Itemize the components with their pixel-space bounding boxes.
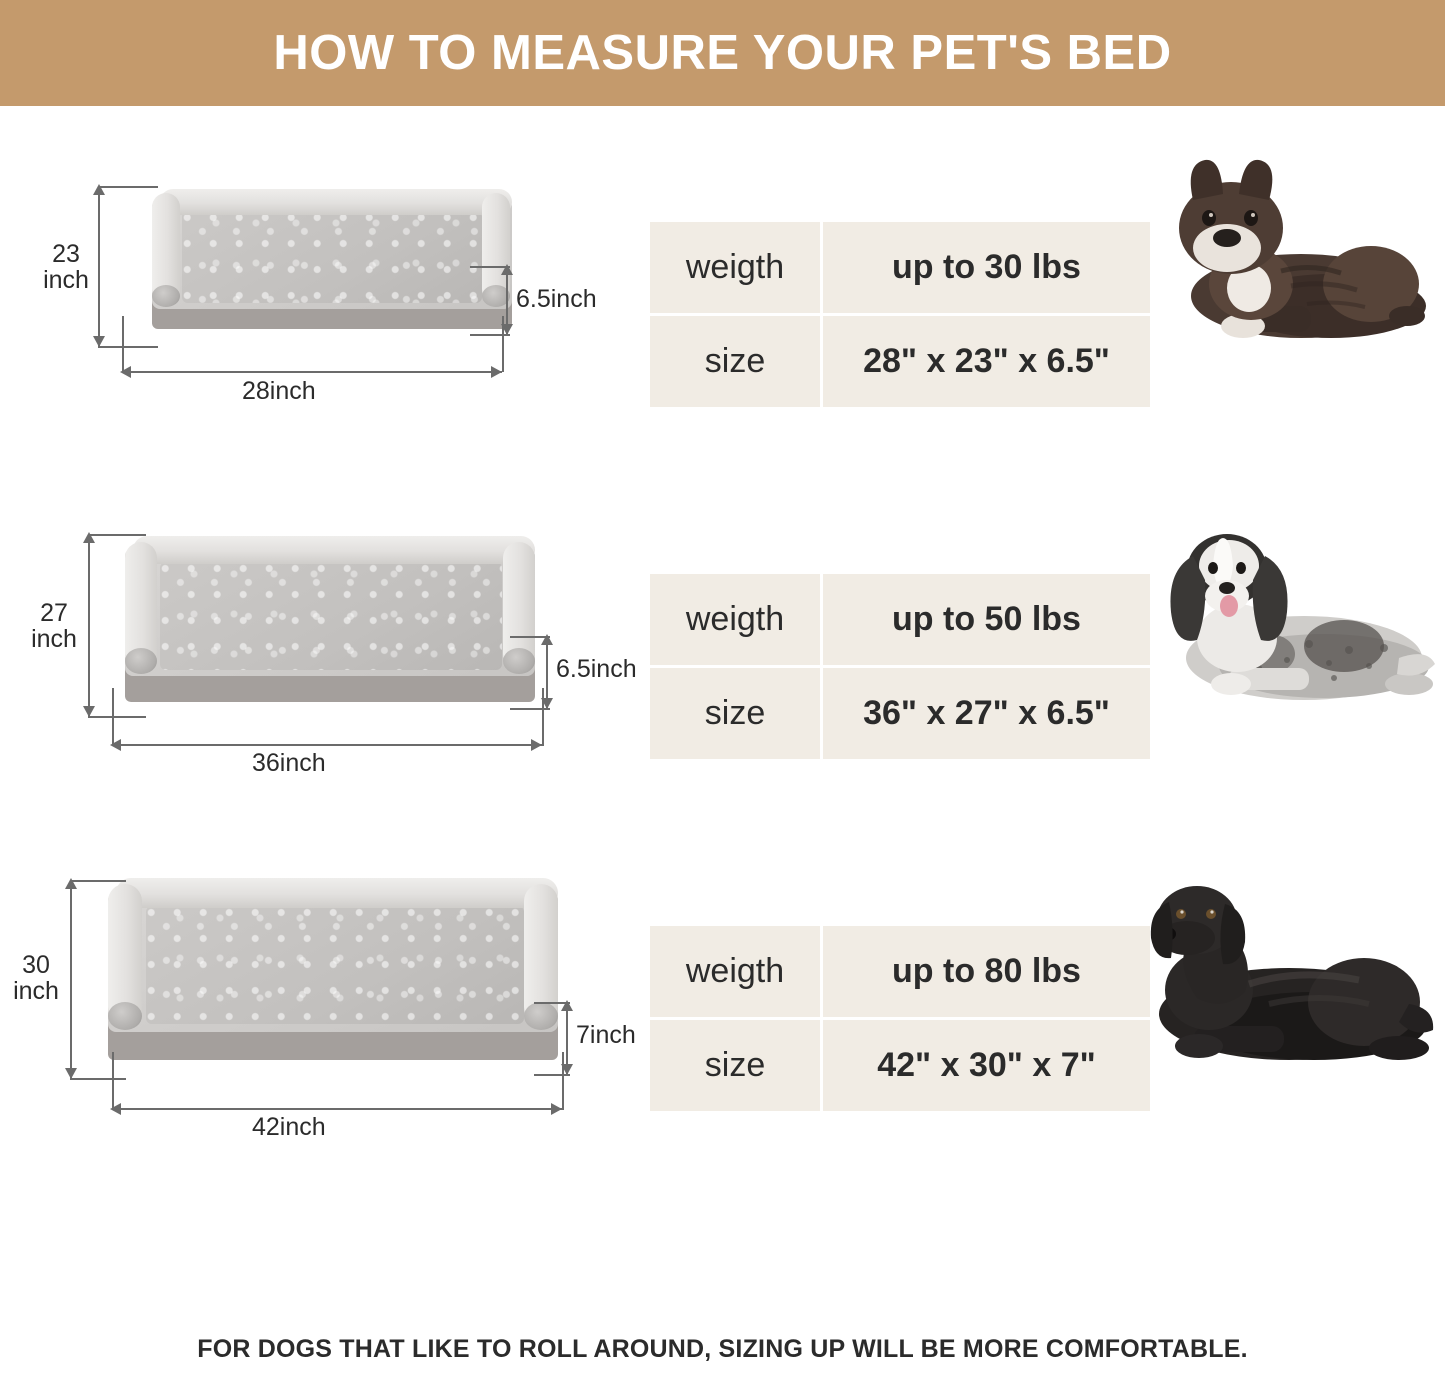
bed-mattress xyxy=(146,906,524,1024)
width-dimension-line xyxy=(122,371,502,373)
depth-dimension-line xyxy=(88,534,90,716)
spec-row-size xyxy=(650,316,1150,407)
depth-label-unit: inch xyxy=(31,625,77,654)
spec-key-weight: weigth xyxy=(650,222,820,313)
bed-bolster-cap-left xyxy=(108,1002,142,1030)
bed-illustration xyxy=(105,528,565,728)
spec-key-size: size xyxy=(650,316,820,407)
width-arrow-right xyxy=(531,739,542,751)
height-tick-top xyxy=(510,636,550,638)
spec-key-weight: weigth xyxy=(650,574,820,665)
spec-key-size: size xyxy=(650,668,820,759)
width-label: 42inch xyxy=(252,1113,326,1141)
depth-tick-bottom xyxy=(70,1078,126,1080)
bed-bolster-back xyxy=(133,536,535,564)
width-tick-right xyxy=(542,688,544,746)
spec-row-weight xyxy=(650,926,1150,1017)
width-arrow-right xyxy=(491,366,502,378)
spec-value-weight: up to 80 lbs xyxy=(823,926,1150,1017)
width-tick-left xyxy=(112,1052,114,1110)
spec-table-large xyxy=(650,926,1150,1114)
bed-diagram-medium xyxy=(0,508,640,828)
depth-label xyxy=(26,600,82,653)
width-label: 28inch xyxy=(242,377,316,405)
bed-bolster-back xyxy=(160,189,512,215)
bed-illustration xyxy=(120,181,520,361)
width-dimension-line xyxy=(112,1108,562,1110)
page-title: HOW TO MEASURE YOUR PET'S BED xyxy=(273,26,1172,80)
width-label: 36inch xyxy=(252,749,326,777)
height-label: 6.5inch xyxy=(556,655,637,683)
page-header xyxy=(0,0,1445,106)
spec-value-size: 36" x 27" x 6.5" xyxy=(823,668,1150,759)
bed-diagram-small xyxy=(0,156,640,476)
width-dimension-line xyxy=(112,744,542,746)
spec-row-size xyxy=(650,668,1150,759)
width-tick-left xyxy=(122,316,124,372)
depth-label-unit: inch xyxy=(13,977,59,1006)
height-tick-top xyxy=(470,266,510,268)
depth-tick-bottom xyxy=(98,346,158,348)
height-tick-bottom xyxy=(534,1074,570,1076)
spec-row-weight xyxy=(650,574,1150,665)
depth-label xyxy=(38,241,94,294)
bed-bolster-cap-right xyxy=(503,648,535,674)
depth-dimension-line xyxy=(98,186,100,346)
dog-photo-french-bulldog xyxy=(1131,156,1431,366)
size-row xyxy=(0,850,1445,1190)
depth-label-unit: inch xyxy=(43,266,89,295)
depth-tick-bottom xyxy=(88,716,146,718)
bed-bolster-cap-left xyxy=(125,648,157,674)
spec-value-weight: up to 50 lbs xyxy=(823,574,1150,665)
spec-row-weight xyxy=(650,222,1150,313)
spec-table-small xyxy=(650,222,1150,410)
depth-label xyxy=(8,952,64,1005)
dog-photo-black-labrador xyxy=(1099,864,1439,1094)
height-label: 6.5inch xyxy=(516,285,597,313)
spec-row-size xyxy=(650,1020,1150,1111)
dog-photo-springer-spaniel xyxy=(1119,508,1439,728)
depth-label-value: 27 xyxy=(40,599,68,627)
bed-bolster-cap-left xyxy=(152,285,180,307)
depth-label-value: 23 xyxy=(52,240,80,268)
spec-key-size: size xyxy=(650,1020,820,1111)
depth-tick-top xyxy=(70,880,126,882)
size-row xyxy=(0,498,1445,838)
depth-tick-top xyxy=(88,534,146,536)
height-tick-bottom xyxy=(470,334,510,336)
footer-note: FOR DOGS THAT LIKE TO ROLL AROUND, SIZING UP WILL BE MORE COMFORTABLE. xyxy=(197,1335,1248,1363)
bed-mattress xyxy=(160,562,502,670)
spec-value-size: 42" x 30" x 7" xyxy=(823,1020,1150,1111)
spec-value-weight: up to 30 lbs xyxy=(823,222,1150,313)
width-arrow-right xyxy=(551,1103,562,1115)
bed-illustration xyxy=(90,872,580,1087)
bed-bolster-back xyxy=(116,878,558,908)
width-tick-right xyxy=(562,1052,564,1110)
width-tick-left xyxy=(112,688,114,746)
spec-key-weight: weigth xyxy=(650,926,820,1017)
size-rows xyxy=(0,146,1445,1190)
height-tick-top xyxy=(534,1002,570,1004)
spec-table-medium xyxy=(650,574,1150,762)
height-label: 7inch xyxy=(576,1021,636,1049)
bed-bolster-cap-right xyxy=(524,1002,558,1030)
bed-mattress xyxy=(182,211,482,303)
spec-value-size: 28" x 23" x 6.5" xyxy=(823,316,1150,407)
size-row xyxy=(0,146,1445,486)
depth-tick-top xyxy=(98,186,158,188)
depth-dimension-line xyxy=(70,880,72,1078)
height-tick-bottom xyxy=(510,708,550,710)
depth-label-value: 30 xyxy=(22,951,50,979)
bed-diagram-large xyxy=(0,860,640,1180)
